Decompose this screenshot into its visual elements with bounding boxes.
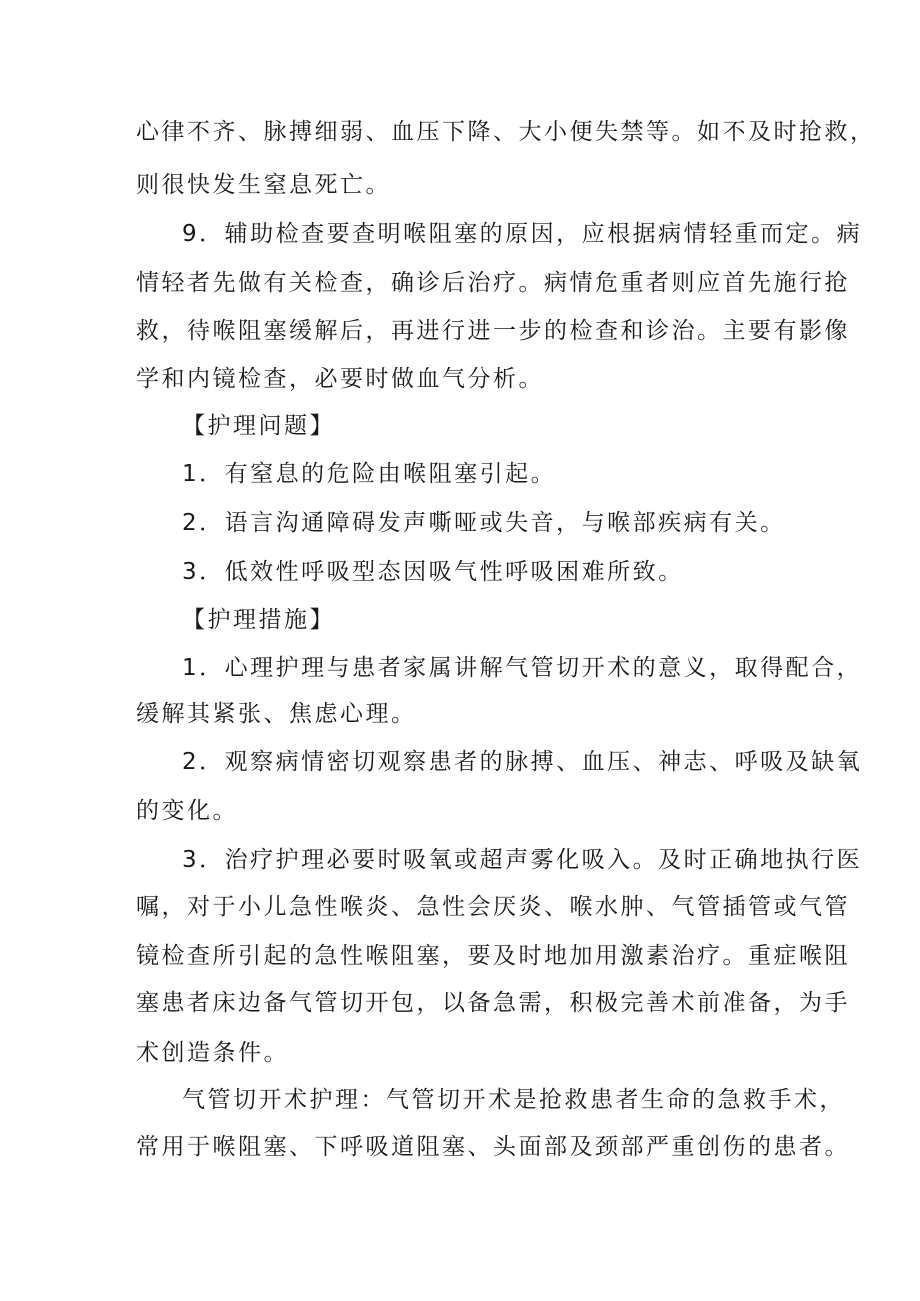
text-line: 心律不齐、脉搏细弱、血压下降、大小便失禁等。如不及时抢救， [136,119,876,145]
text-line: 嘱，对于小儿急性喉炎、急性会厌炎、喉水肿、气管插管或气管 [136,894,850,920]
text-line: 情轻者先做有关检查，确诊后治疗。病情危重者则应首先施行抢 [136,270,850,296]
problem-item-2: 2．语言沟通障碍发声嘶哑或失音，与喉部疾病有关。 [182,510,786,536]
text-line: 则很快发生窒息死亡。 [136,172,391,198]
tracheotomy-paragraph: 气管切开术护理：气管切开术是抢救患者生命的急救手术， [182,1087,845,1113]
text-line: 镜检查所引起的急性喉阻塞，要及时地加用激素治疗。重症喉阻 [136,943,850,969]
problem-item-3: 3．低效性呼吸型态因吸气性呼吸困难所致。 [182,559,684,585]
text-line: 学和内镜检查，必要时做血气分析。 [136,366,544,392]
measure-item-1: 1．心理护理与患者家属讲解气管切开术的意义，取得配合， [182,655,863,681]
text-line: 常用于喉阻塞、下呼吸道阻塞、头面部及颈部严重创伤的患者。 [136,1134,850,1160]
text-line: 的变化。 [136,798,238,824]
text-line: 救，待喉阻塞缓解后，再进行进一步的检查和诊治。主要有影像 [136,318,850,344]
section-heading-nursing-problems: 【护理问题】 [182,413,335,439]
section-heading-nursing-measures: 【护理措施】 [182,607,335,633]
problem-item-1: 1．有窒息的危险由喉阻塞引起。 [182,461,557,487]
text-line: 术创造条件。 [136,1040,289,1066]
text-line: 缓解其紧张、焦虑心理。 [136,701,417,727]
numbered-item-9: 9．辅助检查要查明喉阻塞的原因，应根据病情轻重而定。病 [182,221,863,247]
measure-item-3: 3．治疗护理必要时吸氧或超声雾化吸入。及时正确地执行医 [182,847,863,873]
measure-item-2: 2．观察病情密切观察患者的脉搏、血压、神志、呼吸及缺氧 [182,749,863,775]
text-line: 塞患者床边备气管切开包，以备急需，积极完善术前准备，为手 [136,990,850,1016]
